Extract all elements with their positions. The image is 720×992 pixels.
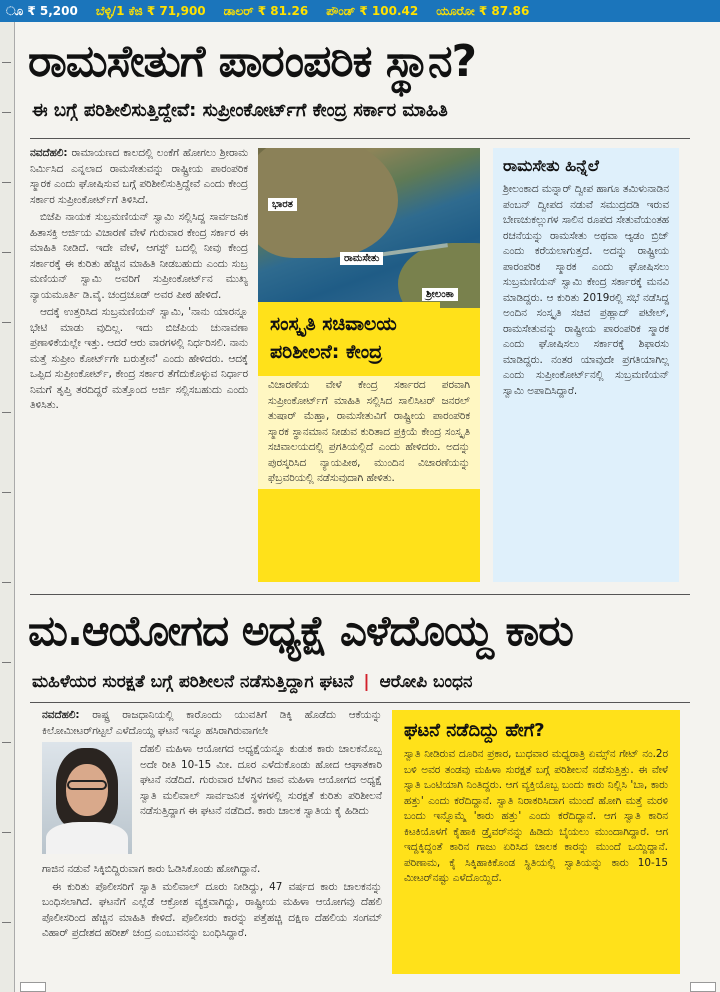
story2-subhead-row xyxy=(32,672,473,692)
ticker-euro: ಯೂರೋ ₹ 87.86 xyxy=(436,3,530,18)
story1-highlight-heading: ಸಂಸ್ಕೃತಿ ಸಚಿವಾಲಯ ಪರಿಶೀಲನೆ: ಕೇಂದ್ರ xyxy=(258,302,440,370)
story2-subhead: ಮಹಿಳೆಯರ ಸುರಕ್ಷತೆ ಬಗ್ಗೆ ಪರಿಶೀಲನೆ ನಡೆಸುತ್ತಿದ್ದಾಗ ಘಟನೆ xyxy=(32,672,354,692)
ticker-pound: ಪೌಂಡ್ ₹ 100.42 xyxy=(326,3,419,18)
story1-paragraph-3: ಆದಕ್ಕೆ ಉತ್ತರಿಸಿದ ಸುಬ್ರಮಣಿಯನ್ ಸ್ವಾಮಿ, 'ನಾನು ಯಾರನ್ನೂ ಭೇಟಿ ಮಾಡು ವುದಿಲ್ಲ. ಇದು ಬಿಜೆಪಿಯ ಚುನಾವಣಾ ಪ್ರಣಾಳಿಕೆಯಲ್ಲೇ ಇತ್ತು. ಆದರೆ ಆರು ವಾರಗಳಲ್ಲಿ ನಿರ್ಧರಿಸಲಿ. ನಾನು ಮತ್ತೆ ಸುಪ್ರೀಂ ಕೋರ್ಟ್‌ಗೇ ಬರುತ್ತೇನೆ' ಎಂದು ಹೇಳಿದರು. ಆದಕ್ಕೆ ಒಪ್ಪಿದ ಸುಪ್ರೀಂಕೋರ್ಟ್, ಕೇಂದ್ರ ಸರ್ಕಾರ ತೆಗೆದುಕೊಳ್ಳುವ ನಿರ್ಧಾರ ನಿಮಗೆ ತೃಪ್ತಿ ತರದಿದ್ದರೆ ಮತ್ತೊಂದ ಅರ್ಜಿ ಸಲ್ಲಿಸಬಹುದು ಎಂದು ತಿಳಿಸಿತು. xyxy=(30,306,248,411)
ticker-silver: ಬೆಳ್ಳಿ/1 ಕೆಜಿ ₹ 71,900 xyxy=(95,3,206,18)
story1-paragraph-1: ರಾಮಾಯಣದ ಕಾಲದಲ್ಲಿ ಲಂಕೆಗೆ ಹೋಗಲು ಶ್ರೀರಾಮ ನಿರ್ಮಿಸಿದ ಎನ್ನಲಾದ ರಾಮಸೇತುವನ್ನು ರಾಷ್ಟ್ರೀಯ ಪಾರಂಪರಿಕ ಸ್ಮಾರಕ ಎಂದು ಘೋಷಿಸುವ ಬಗ್ಗೆ ಪರಿಶೀಲಿಸುತ್ತಿದ್ದೇವೆ ಎಂದು ಕೇಂದ್ರ ಸರ್ಕಾರ ಸುಪ್ರೀಂಕೋರ್ಟ್‌ಗೆ ತಿಳಿಸಿದೆ. xyxy=(30,147,248,206)
story1-body xyxy=(30,146,248,582)
ticker-gold: ೂ ₹ 5,200 xyxy=(6,3,78,18)
story2-subhead-tail: ಆರೋಪಿ ಬಂಧನ xyxy=(379,672,473,692)
story2-paragraph-1-tail: ಗಾಜಿನ ನಡುವೆ ಸಿಕ್ಕಿಬಿದ್ದಿರುವಾಗ ಕಾರು ಓಡಿಸಿಕೊಂಡು ಹೋಗಿದ್ದಾನೆ. xyxy=(42,863,261,875)
story2-paragraph-1: ರಾಷ್ಟ್ರ ರಾಜಧಾನಿಯಲ್ಲಿ ಕಾರೊಂದು ಯುವತಿಗೆ ಡಿಕ್ಕಿ ಹೊಡೆದು ಆಕೆಯನ್ನು ಕಿಲೋಮೀಟರ್‌ಗಟ್ಟಲೆ ಎಳೆದೊಯ್ದ ಘಟನೆ ಇನ್ನೂ ಹಸಿರಾಗಿರುವಾಗಲೇ xyxy=(42,709,382,737)
ramasetu-background-box xyxy=(493,148,679,582)
story2-rule xyxy=(30,702,690,703)
story1-paragraph-2: ಬಿಜೆಪಿ ನಾಯಕ ಸುಬ್ರಮಣಿಯನ್ ಸ್ವಾಮಿ ಸಲ್ಲಿಸಿದ್ದ ಸಾರ್ವಜನಿಕ ಹಿತಾಸಕ್ತಿ ಅರ್ಜಿಯ ವಿಚಾರಣೆ ವೇಳೆ ಗುರುವಾರ ಕೇಂದ್ರ ಸರ್ಕಾರ ಈ ಮಾಹಿತಿ ನೀಡಿದೆ. ಇದೇ ವೇಳೆ, ಆಗಸ್ಟ್ ಬದಲ್ಲಿ ನೀವು ಕೇಂದ್ರ ಸರ್ಕಾರಕ್ಕೆ ಈ ಕುರಿತು ಹೆಚ್ಚಿನ ಮಾಹಿತಿ ನೀಡಬಹುದು ಎಂದು ಸುಬ್ರ ಮಣಿಯನ್ ಸ್ವಾಮಿ ಅವರಿಗೆ ಸುಪ್ರೀಂಕೋರ್ಟ್‌ನ ಮುಖ್ಯ ನ್ಯಾಯಮೂರ್ತಿ ಡಿ.ವೈ. ಚಂದ್ರಚೂಡ್ ಅವರ ಪೀಠ ಹೇಳಿದೆ. xyxy=(30,211,248,301)
map-label-india: ಭಾರತ xyxy=(268,198,297,211)
incident-box-text: ಸ್ವಾತಿ ನೀಡಿರುವ ದೂರಿನ ಪ್ರಕಾರ, ಬುಧವಾರ ಮಧ್ಯರಾತ್ರಿ ಏಮ್ಸ್‌ನ ಗೇಟ್ ನಂ.2ರ ಬಳಿ ಅವರ ತಂಡವು ಮಹಿಳಾ ಸುರಕ್ಷತೆ ಬಗ್ಗೆ ಪರಿಶೀಲನೆ ನಡೆಸುತ್ತಿತ್ತು. ಈ ವೇಳೆ ಸ್ವಾತಿ ಒಂಟಿಯಾಗಿ ನಿಂತಿದ್ದರು. ಆಗ ವ್ಯಕ್ತಿಯೊಬ್ಬ ಬಂದು ಕಾರು ನಿಲ್ಲಿಸಿ 'ಬಾ, ಕಾರು ಹತ್ತು' ಎಂದು ಕರೆದಿದ್ದಾನೆ. ಸ್ವಾತಿ ನಿರಾಕರಿಸಿದಾಗ ಮುಂದೆ ಹೋಗಿ ಮತ್ತೆ ಮರಳಿ ಬಂದು ಇನ್ನೊಮ್ಮೆ 'ಕಾರು ಹತ್ತು' ಎಂದು ಕರೆದಿದ್ದಾನೆ. ಆಗ ಸ್ವಾತಿ ಕಾರಿನ ಕಿಟಕಿಯೊಳಗೆ ಕೈಹಾಕಿ ಡ್ರೈವರ್‌ನನ್ನು ಹಿಡಿದು ಬೈಯಲು ಮುಂದಾಗಿದ್ದಾರೆ. ಆಗ ಇದ್ದಕ್ಕಿದ್ದಂತೆ ಕಾರಿನ ಗಾಜು ಏರಿಸಿದ ಚಾಲಕ ಕಾರನ್ನು ಮುಂದೆ ಒಯ್ದಿದ್ದಾನೆ. ಪರಿಣಾಮ, ಕೈ ಸಿಕ್ಕಿಹಾಕಿಕೊಂಡ ಸ್ಥಿತಿಯಲ್ಲಿ ಸ್ವಾತಿಯನ್ನು ಕಾರು 10-15 ಮೀಟರ್‌ನಷ್ಟು ಎಳೆದೊಯ್ದಿದೆ. xyxy=(404,748,668,884)
story1-headline: ರಾಮಸೇತುಗೆ ಪಾರಂಪರಿಕ ಸ್ಥಾನ? xyxy=(28,36,477,87)
page-edge-mark-left xyxy=(20,982,46,992)
story2-intro xyxy=(42,708,382,742)
ramasetu-background-heading: ರಾಮಸೇತು ಹಿನ್ನೆಲೆ xyxy=(503,156,599,175)
ticker-dollar: ಡಾಲರ್ ₹ 81.26 xyxy=(223,3,309,18)
story1-subhead: ಈ ಬಗ್ಗೆ ಪರಿಶೀಲಿಸುತ್ತಿದ್ದೇವೆ: ಸುಪ್ರೀಂಕೋರ್ಟ್‌ಗೆ ಕೇಂದ್ರ ಸರ್ಕಾರ ಮಾಹಿತಿ xyxy=(32,100,448,121)
story2-paragraph-2: ಈ ಕುರಿತು ಪೊಲೀಸರಿಗೆ ಸ್ವಾತಿ ಮಲಿವಾಲ್ ದೂರು ನೀಡಿದ್ದು, 47 ವರ್ಷದ ಕಾರು ಚಾಲಕನನ್ನು ಬಂಧಿಸಲಾಗಿದೆ. ಘಟನೆಗೆ ಎಲ್ಲೆಡೆ ಆಕ್ರೋಶ ವ್ಯಕ್ತವಾಗಿದ್ದು, ರಾಷ್ಟ್ರೀಯ ಮಹಿಳಾ ಆಯೋಗವು ದೆಹಲಿ ಪೊಲೀಸರಿಂದ ಹೆಚ್ಚಿನ ಮಾಹಿತಿ ಕೇಳಿದೆ. ಪೊಲೀಸರು ಕಾರನ್ನು ಪತ್ತೆಹಚ್ಚಿ ದಕ್ಷಿಣ ದೆಹಲಿಯ ಸಂಗಮ್ ವಿಹಾರ್ ಪ್ರದೇಶದ ಹರೀಶ್ ಚಂದ್ರ ಎಂಬುವನನ್ನು ಬಂಧಿಸಿದ್ದಾರೆ. xyxy=(42,880,382,939)
story1-highlight-box xyxy=(258,308,480,582)
incident-box xyxy=(392,710,680,974)
story1-highlight-text: ವಿಚಾರಣೆಯ ವೇಳೆ ಕೇಂದ್ರ ಸರ್ಕಾರದ ಪರವಾಗಿ ಸುಪ್ರೀಂಕೋರ್ಟ್‌ಗೆ ಮಾಹಿತಿ ಸಲ್ಲಿಸಿದ ಸಾಲಿಸಿಟರ್ ಜನರಲ್ ತುಷಾರ್ ಮೆಹ್ತಾ, ರಾಮಸೇತುವಿಗೆ ರಾಷ್ಟ್ರೀಯ ಪಾರಂಪರಿಕ ಸ್ಮಾರಕ ಸ್ಥಾನಮಾನ ನೀಡುವ ಕುರಿತಾದ ಪ್ರಕ್ರಿಯೆ ಕೇಂದ್ರ ಸಂಸ್ಕೃತಿ ಸಚಿವಾಲಯದಲ್ಲಿ ಪ್ರಗತಿಯಲ್ಲಿದೆ ಎಂದು ಹೇಳಿದರು. ಅದನ್ನು ಪುರಸ್ಕರಿಸಿದ ನ್ಯಾಯಪೀಠ, ಮುಂದಿನ ವಿಚಾರಣೆಯನ್ನು ಫೆಬ್ರವರಿಯಲ್ಲಿ ನಡೆಸುವುದಾಗಿ ಹೇಳಿತು. xyxy=(258,376,480,489)
ramasetu-satellite-map xyxy=(258,148,480,308)
story2-wrap-text: ದೆಹಲಿ ಮಹಿಳಾ ಆಯೋಗದ ಅಧ್ಯಕ್ಷೆಯನ್ನೂ ಕುಡುಕ ಕಾರು ಚಾಲಕನೊಬ್ಬ ಅದೇ ರೀತಿ 10-15 ಮೀ. ದೂರ ಎಳೆದುಕೊಂಡು ಹೋದ ಆಘಾತಕಾರಿ ಘಟನೆ ನಡೆದಿದೆ. ಗುರುವಾರ ಬೆಳಗಿನ ಜಾವ ಮಹಿಳಾ ಆಯೋಗದ ಅಧ್ಯಕ್ಷೆ ಸ್ವಾತಿ ಮಲಿವಾಲ್ ಸಾರ್ವಜನಿಕ ಸ್ಥಳಗಳಲ್ಲಿ ಸುರಕ್ಷತೆ ಕುರಿತು ಪರಿಶೀಲನೆ ನಡೆಸುತ್ತಿದ್ದಾಗ ಈ ಘಟನೆ ನಡೆದಿದೆ. ಕಾರು ಚಾಲಕ ಸ್ವಾತಿಯ ಕೈ ಹಿಡಿದು xyxy=(140,743,382,817)
story2-dateline: ನವದೆಹಲಿ: xyxy=(42,709,80,721)
adjacent-column-strip xyxy=(0,22,15,992)
ramasetu-background-text: ಶ್ರೀಲಂಕಾದ ಮನ್ನಾರ್ ದ್ವೀಪ ಹಾಗೂ ತಮಿಳುನಾಡಿನ ಪಂಬನ್ ದ್ವೀಪದ ನಡುವೆ ಸಮುದ್ರದಡಿ ಇರುವ ಬೇಣಚುಕಲ್ಲುಗಳ ಸಾಲಿನ ರೂಪದ ಸೇತುವೆಯಂತಹ ರಚನೆಯನ್ನು ರಾಮಸೇತು ಅಥವಾ ಆ್ಯಡಂ ಬ್ರಿಜ್ ಎಂದು ಕರೆಯಲಾಗುತ್ತದೆ. ಅದನ್ನು ರಾಷ್ಟ್ರೀಯ ಪಾರಂಪರಿಕ ಸ್ಮಾರಕ ಎಂದು ಘೋಷಿಸಲು ಸುಬ್ರಮಣಿಯನ್ ಸ್ವಾಮಿ ಕೇಂದ್ರ ಸರ್ಕಾರಕ್ಕೆ ಮನವಿ ಮಾಡಿದ್ದರು. ಆ ಕುರಿತು 2019ರಲ್ಲಿ ಸಭೆ ನಡೆಸಿದ್ದ ಅಂದಿನ ಸಂಸ್ಕೃತಿ ಸಚಿವ ಪ್ರಹ್ಲಾದ್ ಪಟೇಲ್, ರಾಮಸೇತುವನ್ನು ರಾಷ್ಟ್ರೀಯ ಪಾರಂಪರಿಕ ಸ್ಮಾರಕ ಎಂದು ಘೋಷಿಸಲು ಸರ್ಕಾರಕ್ಕೆ ಶಿಫಾರಸು ಮಾಡಿದ್ದರು. ನಂತರ ಯಾವುದೇ ಪ್ರಗತಿಯಾಗಿಲ್ಲ ಎಂದು ಸುಪ್ರೀಂಕೋರ್ಟ್‌ನಲ್ಲಿ ಸುಬ್ರಮಣಿಯನ್ ಸ್ವಾಮಿ ಅಪಾದಿಸಿದ್ದಾರೆ. xyxy=(503,183,669,397)
story2-subhead-separator: | xyxy=(363,672,370,692)
swati-maliwal-photo xyxy=(42,742,132,854)
map-label-srilanka: ಶ್ರೀಲಂಕಾ xyxy=(422,288,458,301)
section-rule xyxy=(30,594,690,595)
story1-dateline: ನವದೆಹಲಿ: xyxy=(30,147,68,159)
story2-headline: ಮ.ಆಯೋಗದ ಅಧ್ಯಕ್ಷೆ ಎಳೆದೊಯ್ದ ಕಾರು xyxy=(28,606,573,655)
page-edge-mark-right xyxy=(690,982,716,992)
incident-box-heading: ಘಟನೆ ನಡೆದಿದ್ದು ಹೇಗೆ? xyxy=(404,720,545,741)
map-label-ramasetu: ರಾಮಸೇತು xyxy=(340,252,383,265)
market-ticker xyxy=(0,0,720,22)
story1-rule xyxy=(30,138,690,139)
story2-lower-text xyxy=(42,862,382,972)
